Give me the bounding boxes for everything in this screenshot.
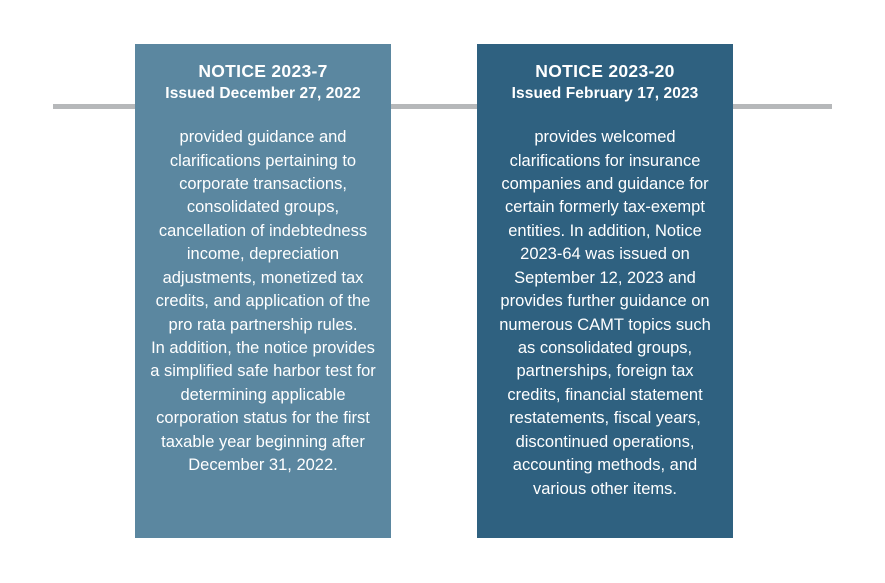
notice-body — [135, 126, 391, 477]
notice-card-2023-7 — [135, 44, 391, 538]
notice-card-header — [477, 44, 733, 104]
notice-issued-date: Issued December 27, 2022 — [165, 85, 361, 103]
notice-issued-date: Issued February 17, 2023 — [511, 85, 699, 103]
notice-title: NOTICE 2023-20 — [535, 61, 675, 81]
notice-paragraph: provides welcomed clarifications for insurance companies and guidance for certain formerly tax-exempt entities. In addition, Notice 2023-64 was issued on September 12, 2023 and provides further guidance on numerous CAMT topics such as consolidated groups, partnerships, foreign tax credits, financial statement restatements, fiscal years, discontinued operations, accounting methods, and various other items. — [499, 128, 711, 498]
notice-paragraph: In addition, the notice provides a simplified safe harbor test for determining applicable corporation status for the first taxable year beginning after December 31, 2022. — [150, 339, 376, 475]
notice-paragraph: provided guidance and clarifications pertaining to corporate transactions, consolidated groups, cancellation of indebtedness income, depreciation adjustments, monetized tax credits, and application of the pro rata partnership rules. — [155, 128, 371, 334]
notice-card-2023-20 — [477, 44, 733, 538]
notice-title: NOTICE 2023-7 — [198, 61, 328, 81]
notice-body — [477, 126, 733, 501]
notice-card-header — [135, 44, 391, 104]
